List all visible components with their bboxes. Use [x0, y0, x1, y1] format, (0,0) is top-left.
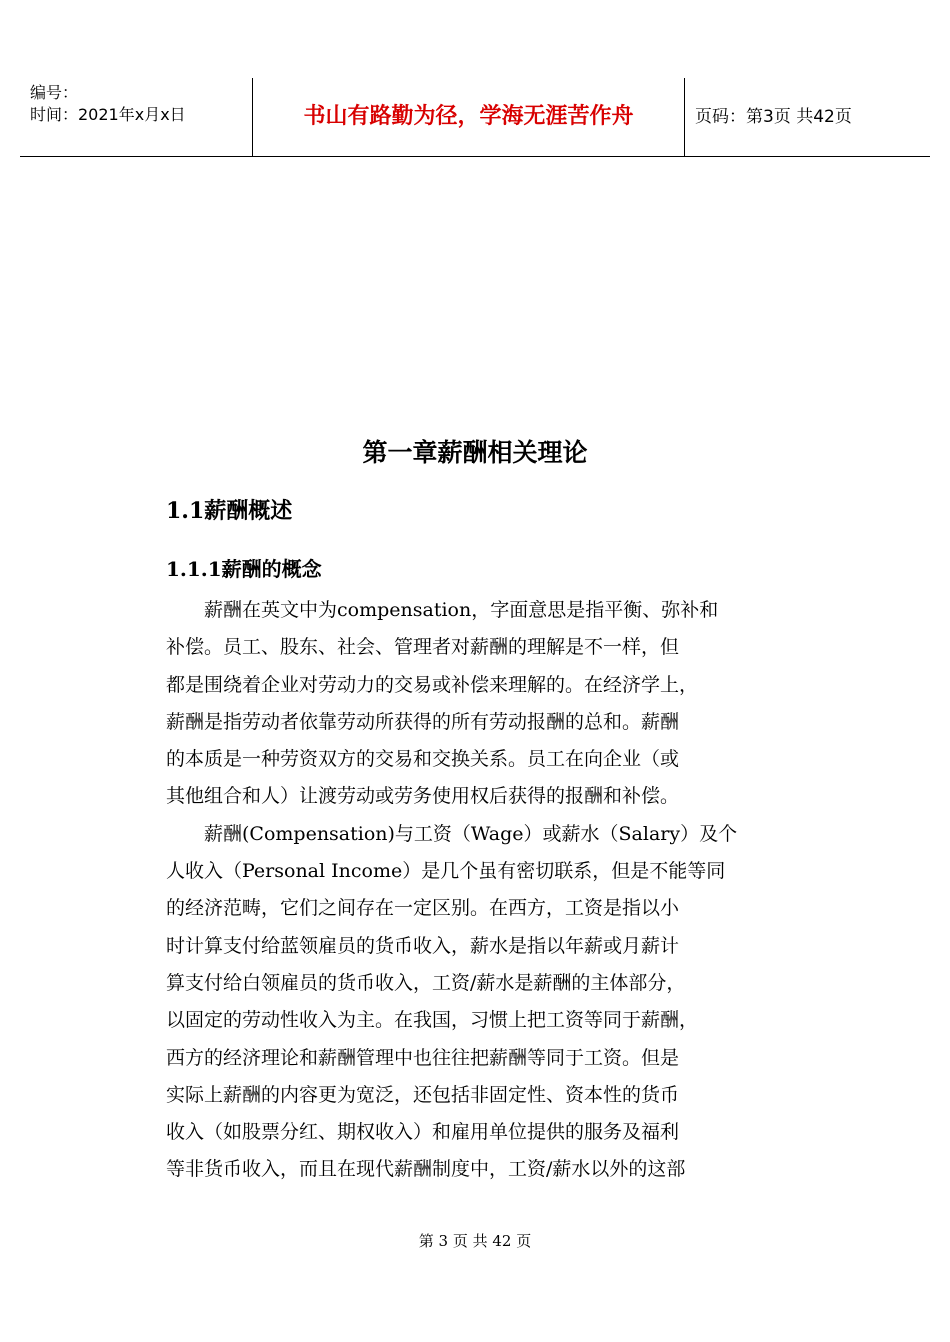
- subsection-title: 1.1.1薪酬的概念: [166, 557, 322, 581]
- page-header: [20, 78, 930, 157]
- body-text: [166, 592, 782, 1189]
- body-line: 西方的经济理论和薪酬管理中也往往把薪酬等同于工资。但是: [166, 1046, 680, 1069]
- body-line: 薪酬是指劳动者依靠劳动所获得的所有劳动报酬的总和。薪酬: [166, 710, 680, 733]
- body-line: 时计算支付给蓝领雇员的货币收入，薪水是指以年薪或月薪计: [166, 934, 680, 957]
- body-line: 等非货币收入，而且在现代薪酬制度中，工资/薪水以外的这部: [166, 1158, 686, 1181]
- body-line: 薪酬(Compensation)与工资（Wage）或薪水（Salary）及个: [166, 822, 738, 845]
- body-line: 薪酬在英文中为compensation，字面意思是指平衡、弥补和: [166, 599, 719, 621]
- document-date-label: 时间：2021年x月x日: [30, 105, 186, 124]
- page-footer: 第 3 页 共 42 页: [418, 1232, 532, 1250]
- header-page-info: 页码：第3页 共42页: [695, 107, 852, 127]
- chapter-title: 第一章薪酬相关理论: [362, 438, 588, 467]
- body-line: 以固定的劳动性收入为主。在我国，习惯上把工资等同于薪酬，: [166, 1009, 699, 1032]
- body-line: 其他组合和人）让渡劳动或劳务使用权后获得的报酬和补偿。: [166, 785, 680, 808]
- body-line: 算支付给白领雇员的货币收入，工资/薪水是薪酬的主体部分，: [166, 971, 686, 994]
- document-number-label: 编号：: [30, 83, 79, 102]
- header-motto-cell: [252, 78, 685, 156]
- header-left-cell: [20, 78, 252, 156]
- body-line: 人收入（Personal Income）是几个虽有密切联系，但是不能等同: [166, 860, 726, 883]
- header-motto: 书山有路勤为径，学海无涯苦作舟: [303, 104, 634, 129]
- body-line: 收入（如股票分红、期权收入）和雇用单位提供的服务及福利: [166, 1121, 680, 1144]
- body-line: 补偿。员工、股东、社会、管理者对薪酬的理解是不一样，但: [166, 636, 680, 659]
- section-title: 1.1薪酬概述: [166, 498, 293, 524]
- body-line: 实际上薪酬的内容更为宽泛，还包括非固定性、资本性的货币: [166, 1083, 680, 1106]
- header-page-cell: [683, 78, 930, 156]
- body-line: 都是围绕着企业对劳动力的交易或补偿来理解的。在经济学上，: [166, 673, 699, 696]
- body-line: 的本质是一种劳资双方的交易和交换关系。员工在向企业（或: [166, 748, 680, 771]
- body-line: 的经济范畴，它们之间存在一定区别。在西方，工资是指以小: [166, 897, 680, 920]
